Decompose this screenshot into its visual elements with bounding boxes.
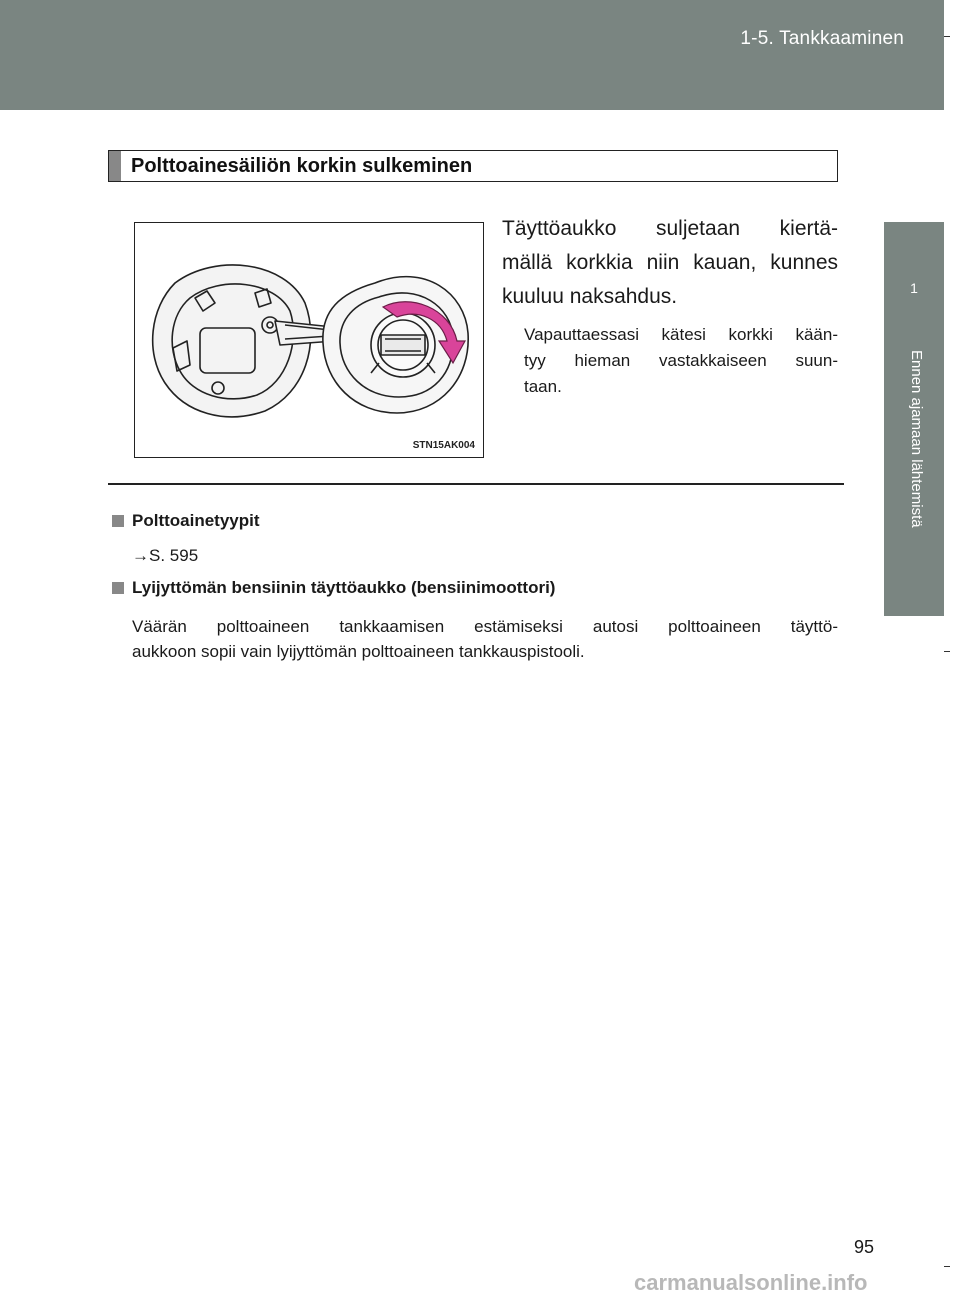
crop-mark — [944, 36, 950, 37]
bullet-square-icon — [112, 515, 124, 527]
page-number: 95 — [854, 1237, 875, 1257]
item-title: Polttoainetyypit — [132, 511, 260, 530]
instruction-line: Täyttöaukko suljetaan kiertä- — [502, 217, 838, 240]
header-band — [0, 0, 944, 110]
heading-text: Polttoainesäiliön korkin sulkeminen — [131, 154, 473, 177]
figure-code: STN15AK004 — [412, 440, 475, 451]
item-heading — [112, 511, 260, 531]
crop-mark — [944, 1266, 950, 1267]
crop-mark — [944, 651, 950, 652]
bullet-square-icon — [112, 582, 124, 594]
note-line: Vapauttaessasi kätesi korkki kään- — [524, 325, 838, 344]
note-line: tyy hieman vastakkaiseen suun- — [524, 351, 838, 370]
item-body: →S. 595 — [132, 546, 199, 565]
item-body-line: aukkoon sopii vain lyijyttömän polttoaineen tankkauspistooli. — [132, 642, 585, 661]
item-body-line: Väärän polttoaineen tankkaamisen estämiseksi autosi polttoaineen täyttö- — [132, 617, 838, 636]
section-heading — [108, 150, 838, 182]
item-heading — [112, 578, 555, 598]
note-text — [524, 322, 838, 400]
chapter-label: Ennen ajamaan lähtemistä — [908, 350, 925, 528]
fuel-cap-figure — [134, 222, 484, 458]
heading-accent-bar — [109, 151, 121, 181]
section-divider — [108, 483, 844, 485]
instruction-text — [502, 212, 838, 314]
item-title: Lyijyttömän bensiinin täyttöaukko (bensiinimoottori) — [132, 578, 556, 597]
watermark: carmanualsonline.info — [634, 1270, 868, 1295]
section-title: 1-5. Tankkaaminen — [740, 28, 904, 49]
instruction-line: kuuluu naksahdus. — [502, 285, 678, 308]
fuel-door-illustration — [135, 223, 485, 459]
item-body — [132, 614, 838, 664]
note-line: taan. — [524, 377, 562, 396]
chapter-number: 1 — [910, 280, 918, 296]
instruction-line: mällä korkkia niin kauan, kunnes — [502, 251, 838, 274]
